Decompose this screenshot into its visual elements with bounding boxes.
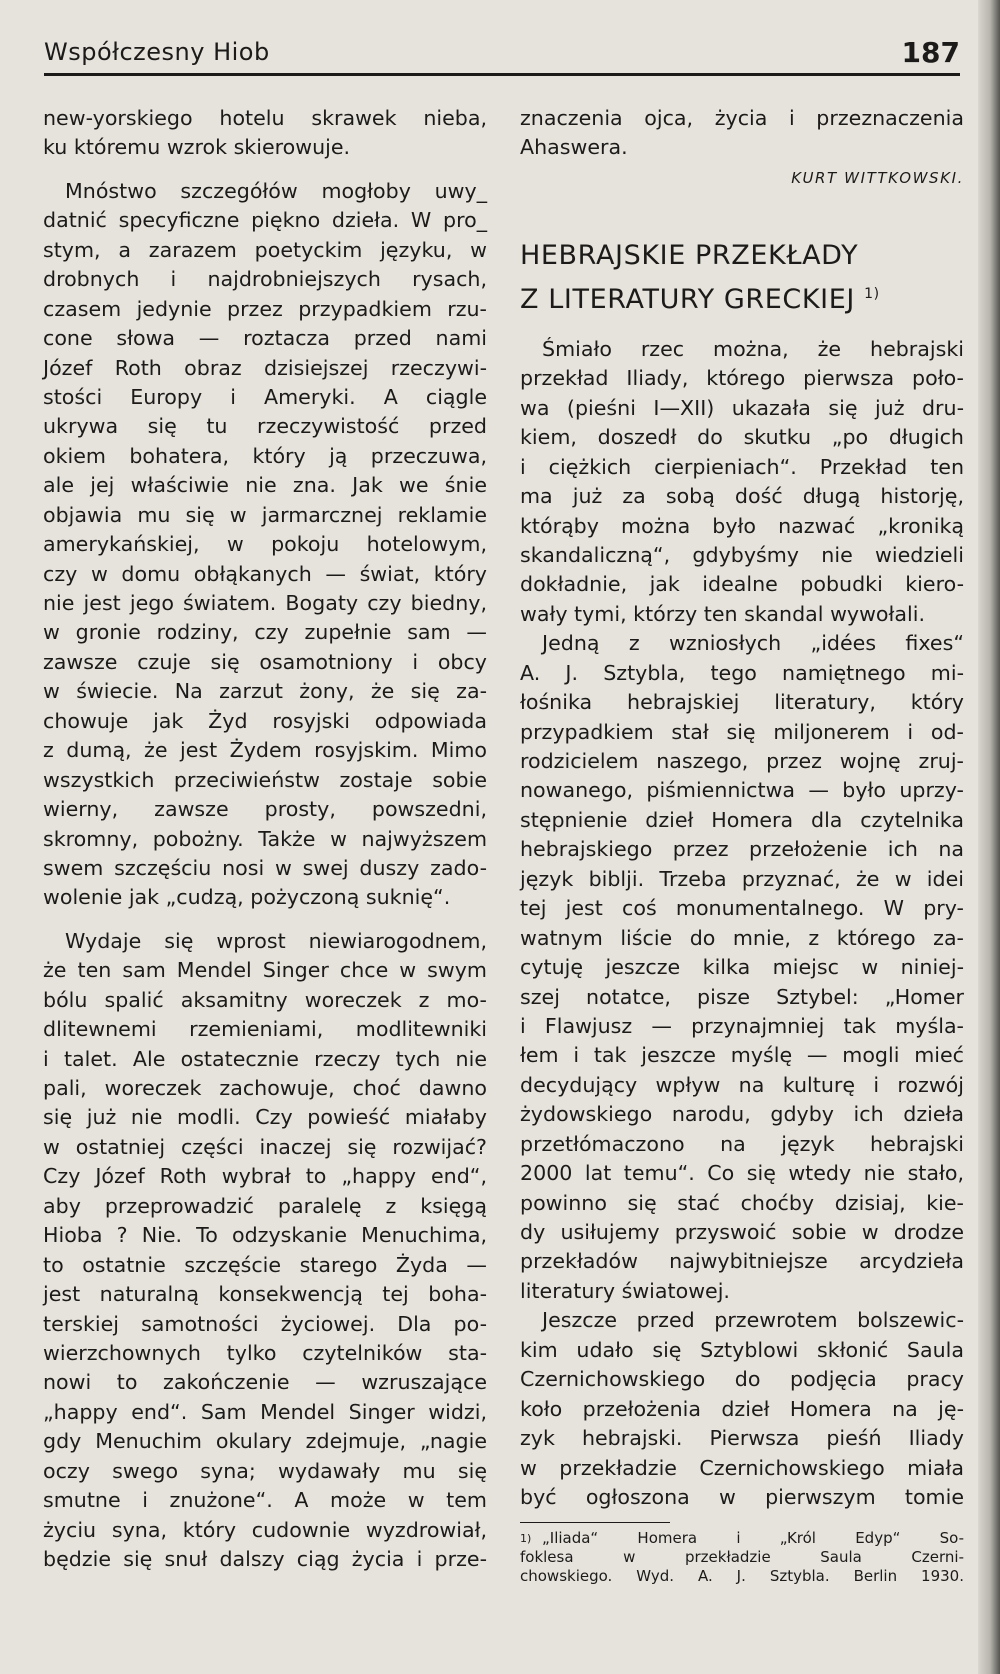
text-line: Czy Józef Roth wybrał to „happy end“, [43,1164,487,1189]
text-line: Józef Roth obraz dzisiejszej rzeczywi- [43,355,487,380]
text-line: ale jej właściwie nie zna. Jak we śnie [43,473,487,498]
text-line: pali, woreczek zachowuje, choć dawno [43,1076,487,1100]
text-line: bólu spalić aksamitny woreczek z mo- [43,987,487,1012]
paragraph-gap [43,163,487,177]
text-line: łem i tak jeszcze myślę — mogli mieć [520,1043,964,1068]
page-edge-shadow [978,0,1000,1674]
text-line: Jedną z wzniosłych „idées fixes“ [542,631,964,656]
text-line: przypadkiem stał się miljonerem i od- [520,719,964,744]
text-line: wierny, zawsze prosty, powszedni, [43,797,487,822]
page-number: 187 [901,36,960,69]
text-line: stępnienie dzieł Homera dla czytelnika [520,807,964,832]
text-line: nowanego, piśmiennictwa — było uprzy- [520,778,964,803]
text-line: ukrywa się tu rzeczywistość przed [43,414,487,439]
footnote-line [520,1529,964,1548]
text-line: A. J. Sztybla, tego namiętnego mi- [520,660,964,685]
text-line: z dumą, że jest Żydem rosyjskim. Mimo [43,738,487,763]
text-line: okiem bohatera, który ją przeczuwa, [43,443,487,468]
text-line: przekład Iliady, którego pierwsza poło- [520,366,964,391]
text-line: się już nie modli. Czy powieść miałaby [43,1105,487,1130]
text-line: w przekładzie Czernichowskiego miała [520,1455,964,1480]
text-line: wierzchownych tylko czytelników sta- [43,1340,487,1365]
text-line: znaczenia ojca, życia i przeznaczenia [520,106,964,130]
text-line: zyk hebrajski. Pierwsza pieśń Iliady [520,1426,964,1451]
text-line: hebrajskiego przez przełożenie ich na [520,837,964,862]
text-line: skandaliczną“, gdybyśmy nie wiedzieli [520,542,964,567]
text-line: i ciężkich cierpieniach“. Przekład ten [520,454,964,479]
text-line: datnić specyficzne piękno dzieła. W pro_ [43,208,487,233]
text-line: drobnych i najdrobniejszych rysach, [43,267,487,292]
text-line: new-yorskiego hotelu skrawek nieba, [43,106,487,130]
text-line: „happy end“. Sam Mendel Singer widzi, [43,1399,487,1424]
running-head: Współczesny Hiob [44,38,270,66]
text-line: ku któremu wzrok skierowuje. [43,135,351,160]
footnote-line: chowskiego. Wyd. A. J. Sztybla. Berlin 1930. [520,1567,964,1586]
article-title [520,237,964,319]
text-line: kiem, doszedł do skutku „po długich [520,425,964,450]
footnote-text: „Iliada“ Homera i „Król Edyp“ So- [542,1529,964,1548]
text-line: szej notatce, pisze Sztybel: „Homer [520,984,964,1009]
text-line: będzie się snuł dalszy ciąg życia i prze- [43,1547,487,1571]
text-line: oczy swego syna; wydawały mu się [43,1458,487,1483]
text-line: i talet. Ale ostatecznie rzeczy tych nie [43,1046,487,1071]
text-line: wa (pieśni I—XII) ukazała się już dru- [520,395,964,420]
text-line: cone słowa — roztacza przed nami [43,326,487,351]
paragraph-gap [43,913,487,927]
text-line: Ahaswera. [520,135,628,160]
text-line: watnym liście do mnie, z którego za- [520,925,964,950]
title-spacing [520,319,964,335]
text-line: język biblji. Trzeba przyznać, że w idei [520,866,964,891]
footnote-line: foklesa w przekładzie Saula Czerni- [520,1548,964,1567]
text-line: nowi to zakończenie — wzruszające [43,1370,487,1395]
text-line: łośnika hebrajskiej literatury, który [520,690,964,715]
text-line: żydowskiego narodu, gdyby ich dzieła [520,1102,964,1127]
text-line: którąby można było nazwać „kroniką [520,513,964,538]
text-line: rodzicielem naszego, przez wojnę zruj- [520,749,964,773]
text-line: to ostatnie szczęście starego Żyda — [43,1252,487,1277]
text-line: wały tymi, którzy ten skandal wywołali. [520,601,925,626]
text-line: przekładów najwybitniejsze arcydzieła [520,1249,964,1274]
text-line: że ten sam Mendel Singer chce w swym [43,958,487,983]
text-line: czasem jedynie przez przypadkiem rzu- [43,296,487,321]
text-line: stym, a zarazem poetyckim języku, w [43,237,487,262]
text-line: dy usiłujemy przyswoić sobie w drodze [520,1220,964,1244]
text-line: objawia mu się w jarmarcznej reklamie [43,502,487,527]
text-line: terskiej samotności życiowej. Dla po- [43,1311,487,1336]
text-line: Jeszcze przed przewrotem bolszewic- [542,1308,964,1333]
text-line: Śmiało rzec można, że hebrajski [542,336,964,361]
text-line: wszystkich przeciwieństw zostaje sobie [43,767,487,792]
text-line: gdy Menuchim okulary zdejmuje, „nagie [43,1429,487,1454]
article-title-text: Z LITERATURY GRECKIEJ [520,283,855,315]
article-title-line: HEBRAJSKIE PRZEKŁADY [520,239,859,271]
text-line: Hioba ? Nie. To odzyskanie Menuchima, [43,1223,487,1248]
footnote-reference: 1) [864,285,880,302]
article-title-line [520,275,964,319]
text-line: smutne i znużone“. A może w tem [43,1488,487,1513]
text-line: w świecie. Na zarzut żony, że się za- [43,679,487,704]
text-line: swem szczęściu nosi w swej duszy zado- [43,855,487,880]
text-line: Czernichowskiego do podjęcia pracy [520,1367,964,1392]
text-line: i Flawjusz — przynajmniej tak myśla- [520,1013,964,1038]
text-line: dokładnie, jak idealne pobudki kiero- [520,572,964,597]
text-line: skromny, pobożny. Także w najwyższem [43,826,487,851]
text-line: literatury światowej. [520,1278,730,1303]
left-column [43,104,487,1574]
footnote-divider [520,1522,670,1523]
text-line: wolenie jak „cudzą, pożyczoną suknię“. [43,885,451,910]
text-line: 2000 lat temu“. Co się wtedy nie stało, [520,1161,964,1186]
page-header [44,34,960,76]
text-line: nie jest jego światem. Bogaty czy biedny, [43,591,487,615]
text-line: chowuje jak Żyd rosyjski odpowiada [43,708,487,733]
text-line: amerykańskiej, w pokoju hotelowym, [43,532,487,557]
text-line: stości Europy i Ameryki. A ciągle [43,384,487,409]
text-line: w ostatniej części inaczej się rozwijać? [43,1134,487,1159]
text-line: aby przeprowadzić paralelę z księgą [43,1193,487,1218]
text-line: tej jest coś monumentalnego. W pry- [520,896,964,921]
article-signature: KURT WITTKOWSKI. [791,168,964,187]
footnote-mark: 1) [520,1532,532,1546]
text-line: Wydaje się wprost niewiarogodnem, [65,928,487,953]
text-line: być ogłoszona w pierwszym tomie [520,1484,964,1509]
text-line: jest naturalną konsekwencją tej boha- [43,1282,487,1307]
text-line: cytuję jeszcze kilka miejsc w niniej- [520,955,964,980]
text-line: koło przełożenia dzieł Homera na ję- [520,1396,964,1421]
text-line: zawsze czuje się osamotniony i obcy [43,649,487,674]
text-line: ma już za sobą dość długą historję, [520,484,964,509]
footnote [520,1529,964,1586]
text-line: w gronie rodziny, czy zupełnie sam — [43,620,487,645]
text-line: kim udało się Sztyblowi skłonić Saula [520,1337,964,1362]
text-line: decydujący wpływ na kulturę i rozwój [520,1072,964,1097]
text-line: Mnóstwo szczegółów mogłoby uwy_ [65,178,487,203]
text-line: dlitewnemi rzemieniami, modlitewniki [43,1017,487,1042]
text-line: życiu syna, który cudownie wyzdrowiał, [43,1517,487,1542]
right-column [520,104,964,1586]
text-line: przetłómaczono na język hebrajski [520,1131,964,1156]
text-line: powinno się stać choćby dzisiaj, kie- [520,1190,964,1215]
text-line: czy w domu obłąkanych — świat, który [43,561,487,586]
